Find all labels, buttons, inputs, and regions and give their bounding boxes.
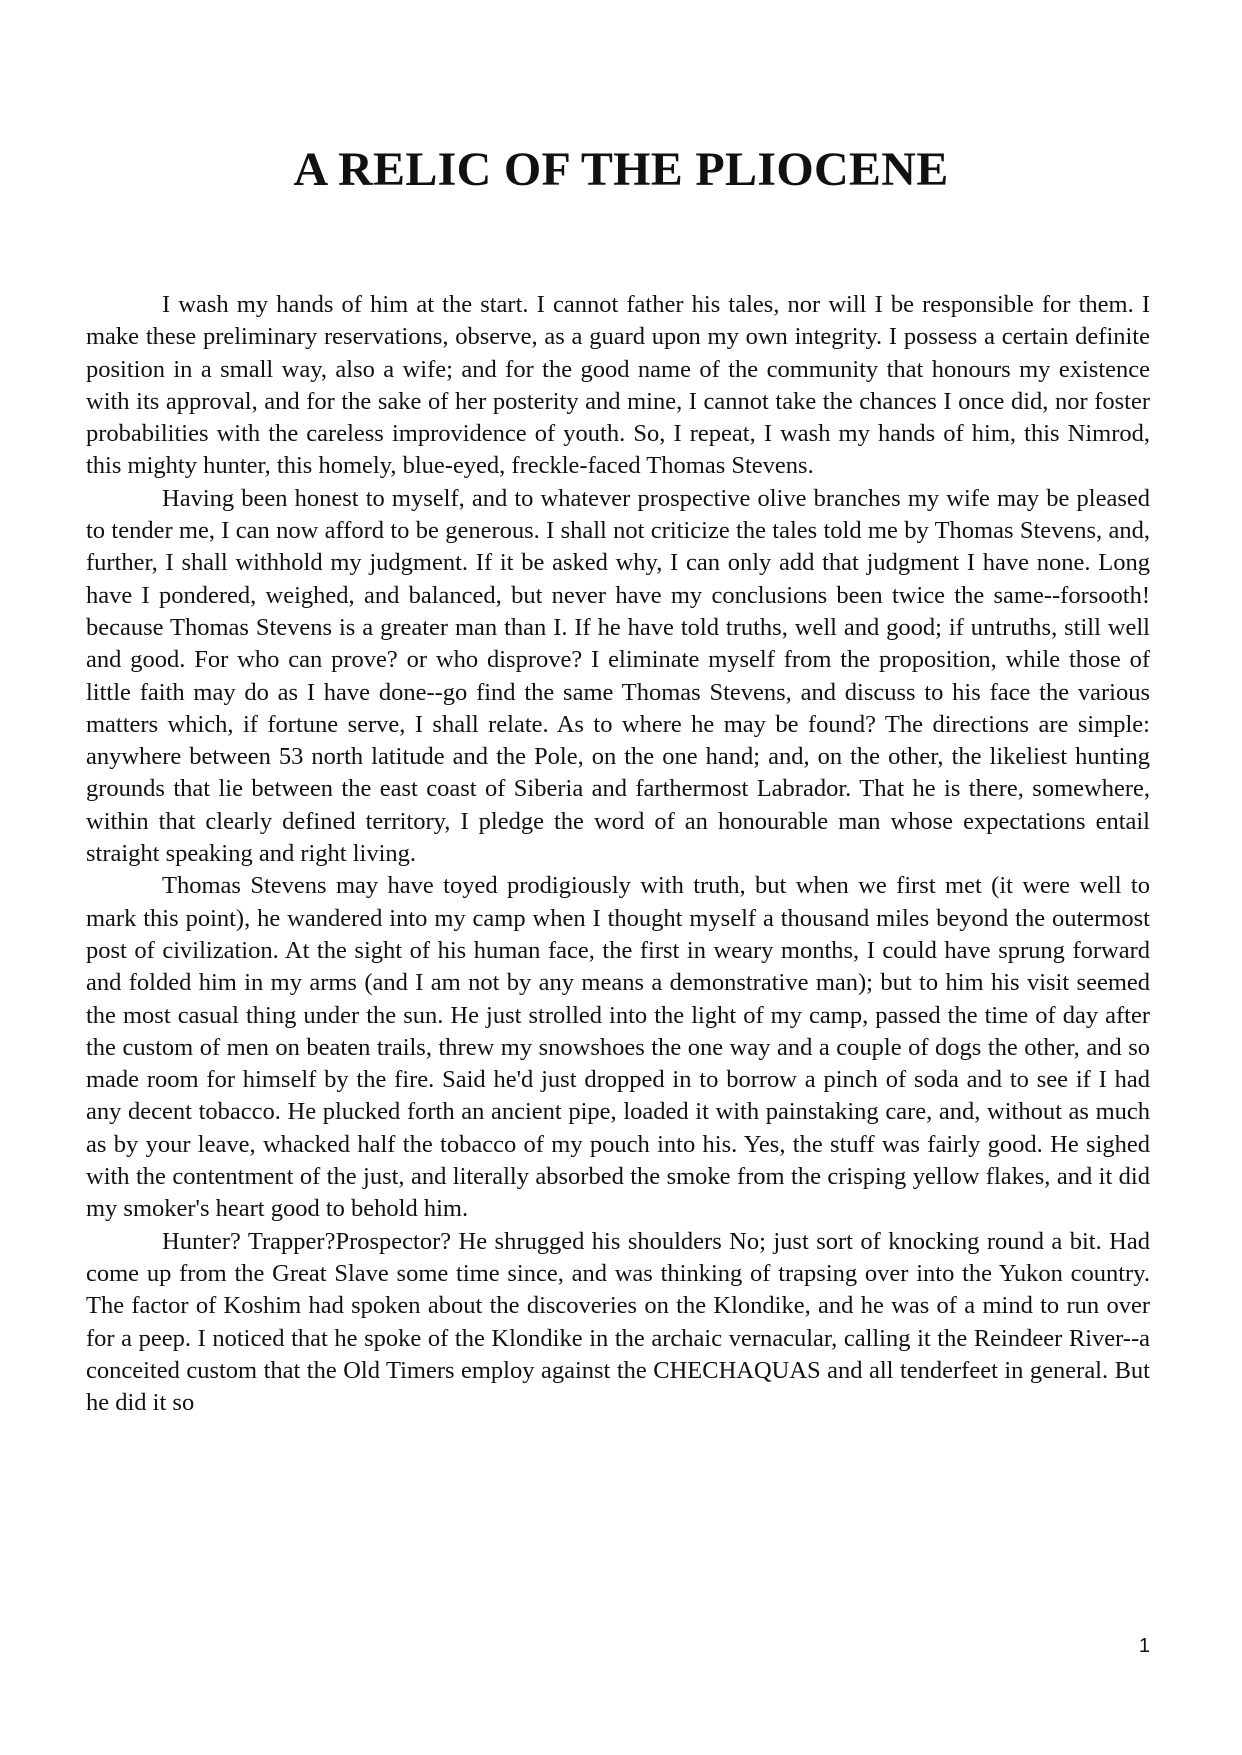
paragraph: Having been honest to myself, and to whatever prospective olive branches my wife may be pleased to tender me, I can now afford to be generous. I shall not criticize the tales told me by Thomas Stevens, and, further, I shall withhold my judgment. If it be asked why, I can only add that judgment I have none. Long have I pondered, weighed, and balanced, but never have my conclusions been twice the same--forsooth! because Thomas Stevens is a greater man than I. If he have told truths, well and good; if untruths, still well and good. For who can prove? or who disprove? I eliminate myself from the proposition, while those of little faith may do as I have done--go find the same Thomas Stevens, and discuss to his face the various matters which, if fortune serve, I shall relate. As to where he may be found? The directions are simple: anywhere between 53 north latitude and the Pole, on the one hand; and, on the other, the likeliest hunting grounds that lie between the east coast of Siberia and farthermost Labrador. That he is there, somewhere, within that clearly defined territory, I pledge the word of an honourable man whose expectations entail straight speaking and right living. [86, 484, 1150, 868]
body-text [86, 289, 1150, 1419]
page-number: 1 [1138, 1635, 1150, 1657]
paragraph: Thomas Stevens may have toyed prodigiously with truth, but when we first met (it were well to mark this point), he wandered into my camp when I thought myself a thousand miles beyond the outermost post of civilization. At the sight of his human face, the first in weary months, I could have sprung forward and folded him in my arms (and I am not by any means a demonstrative man); but to him his visit seemed the most casual thing under the sun. He just strolled into the light of my camp, passed the time of day after the custom of men on beaten trails, threw my snowshoes the one way and a couple of dogs the other, and so made room for himself by the fire. Said he'd just dropped in to borrow a pinch of soda and to see if I had any decent tobacco. He plucked forth an ancient pipe, loaded it with painstaking care, and, without as much as by your leave, whacked half the tobacco of my pouch into his. Yes, the stuff was fairly good. He sighed with the contentment of the just, and literally absorbed the smoke from the crisping yellow flakes, and it did my smoker's heart good to behold him. [86, 872, 1150, 1223]
paragraph: I wash my hands of him at the start. I cannot father his tales, nor will I be responsible for them. I make these preliminary reservations, observe, as a guard upon my own integrity. I possess a certain definite position in a small way, also a wife; and for the good name of the community that honours my existence with its approval, and for the sake of her posterity and mine, I cannot take the chances I once did, nor foster probabilities with the careless improvidence of youth. So, I repeat, I wash my hands of him, this Nimrod, this mighty hunter, this homely, blue-eyed, freckle-faced Thomas Stevens. [86, 291, 1150, 480]
paragraph: Hunter? Trapper?Prospector? He shrugged his shoulders No; just sort of knocking round a bit. Had come up from the Great Slave some time since, and was thinking of trapsing over into the Yukon country. The factor of Koshim had spoken about the discoveries on the Klondike, and he was of a mind to run over for a peep. I noticed that he spoke of the Klondike in the archaic vernacular, calling it the Reindeer River--a conceited custom that the Old Timers employ against the CHECHAQUAS and all tenderfeet in general. But he did it so [86, 1227, 1150, 1417]
chapter-title: A RELIC OF THE PLIOCENE [293, 143, 949, 196]
